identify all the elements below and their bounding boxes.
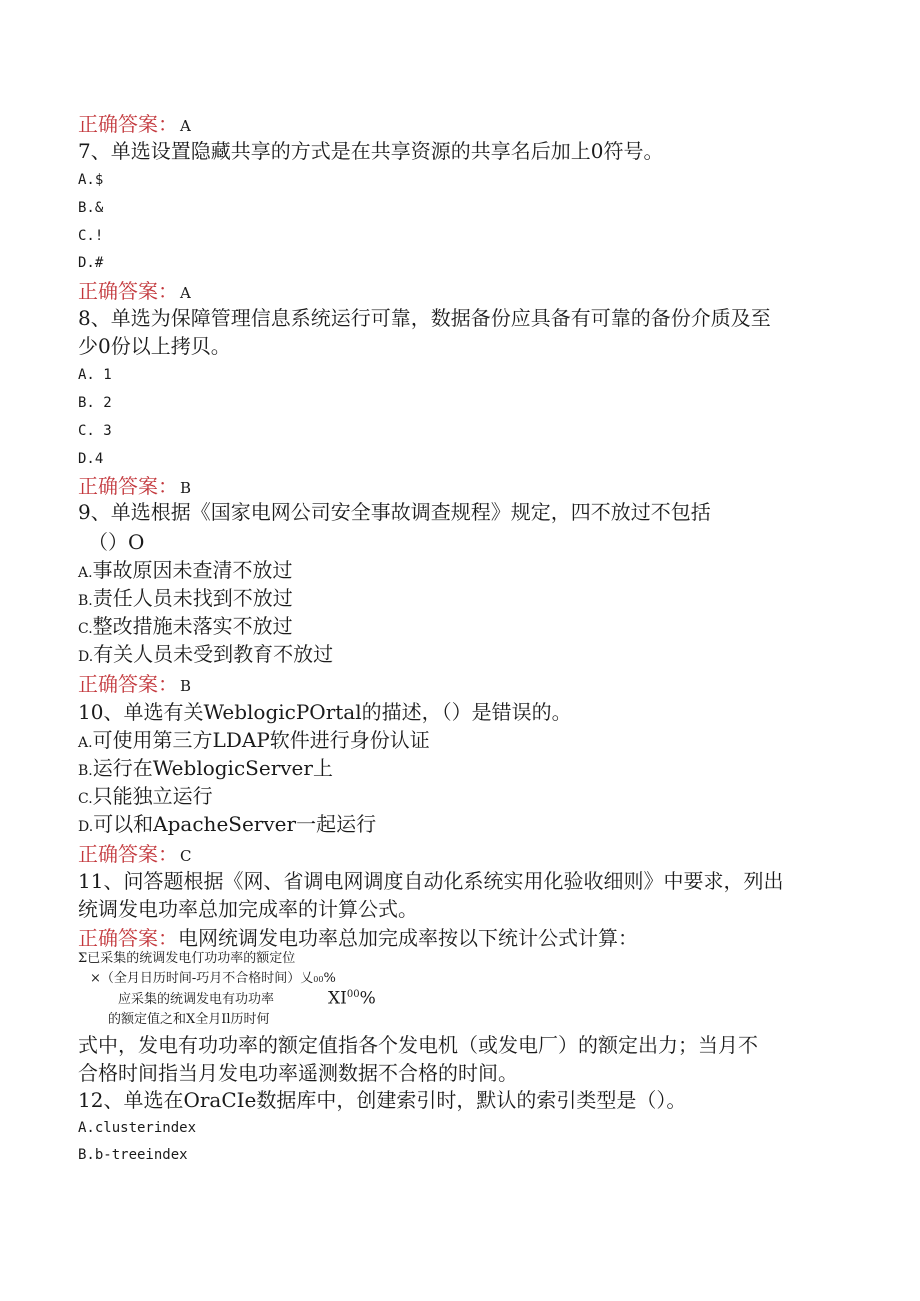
answer-line xyxy=(78,476,191,496)
answer-line xyxy=(78,674,191,694)
q10-option-b xyxy=(78,758,333,778)
option-text: 事故原因未查清不放过 xyxy=(92,558,293,582)
formula-percent: % xyxy=(323,971,336,986)
q8-option-a: A. 1 xyxy=(78,367,112,383)
q7-option-d: D.# xyxy=(78,255,104,271)
answer-label: 正确答案： xyxy=(78,842,178,866)
option-key: D. xyxy=(78,819,94,835)
q9-option-b xyxy=(78,588,293,608)
question-9-line-2: （）O xyxy=(88,530,145,554)
option-text: 责任人员未找到不放过 xyxy=(92,586,293,610)
q9-option-c xyxy=(78,616,293,636)
q7-option-a: A.$ xyxy=(78,172,104,188)
formula-line-3: 应采集的统调发电有功功率 xyxy=(118,992,275,1007)
answer-label: 正确答案： xyxy=(78,279,178,303)
question-9-line-1: 9、单选根据《国家电网公司安全事故调查规程》规定，四不放过不包括 xyxy=(78,500,711,524)
option-text: 只能独立运行 xyxy=(92,784,213,808)
q9-option-d xyxy=(78,644,333,664)
q12-option-b: B.b-treeindex xyxy=(78,1147,188,1163)
question-11-line-2: 统调发电功率总加完成率的计算公式。 xyxy=(78,897,418,921)
question-12: 12、单选在OraCIe数据库中，创建索引时，默认的索引类型是（）。 xyxy=(78,1088,687,1112)
formula-line-2 xyxy=(90,972,336,985)
option-text: 整改措施未落实不放过 xyxy=(92,614,293,638)
q12-option-a: A.clusterindex xyxy=(78,1120,197,1136)
option-key: C. xyxy=(78,791,93,807)
answer-value: 电网统调发电功率总加完成率按以下统计公式计算： xyxy=(178,926,638,950)
answer-label: 正确答案： xyxy=(78,474,178,498)
q7-option-c: C.! xyxy=(78,228,104,244)
option-text: 可使用第三方LDAP软件进行身份认证 xyxy=(92,728,430,752)
q11-explanation-line-1: 式中，发电有功功率的额定值指各个发电机（或发电厂）的额定出力；当月不 xyxy=(78,1033,758,1057)
option-key: A. xyxy=(78,735,93,751)
q8-option-c: C. 3 xyxy=(78,423,112,439)
answer-line xyxy=(78,844,191,864)
q8-option-d: D.4 xyxy=(78,451,104,467)
formula-text: ×（全月日历时间-巧月不合格时间）乂 xyxy=(90,971,314,986)
formula-line-1: Σ已采集的统调发电仃功功率的额定位 xyxy=(78,951,296,966)
question-8-line-1: 8、单选为保障管理信息系统运行可靠，数据备份应具备有可靠的备份介质及至 xyxy=(78,306,771,330)
option-key: A. xyxy=(78,565,93,581)
formula-line-4: 的额定值之和X全月Il历时何 xyxy=(108,1012,270,1027)
answer-value: C xyxy=(180,847,192,865)
q9-option-a xyxy=(78,560,293,580)
formula-x: XI xyxy=(328,988,347,1009)
option-key: C. xyxy=(78,621,93,637)
question-11-line-1: 11、问答题根据《网、省调电网调度自动化系统实用化验收细则》中要求，列出 xyxy=(78,869,784,893)
q10-option-d xyxy=(78,814,376,834)
formula-subscript: 00 xyxy=(313,975,324,984)
q7-option-b: B.& xyxy=(78,200,104,216)
formula-percent: % xyxy=(359,988,376,1009)
option-key: B. xyxy=(78,593,93,609)
answer-label: 正确答案： xyxy=(78,112,178,136)
question-10: 10、单选有关WeblogicPOrtal的描述，（）是错误的。 xyxy=(78,700,572,724)
answer-value: A xyxy=(180,284,191,302)
answer-label: 正确答案： xyxy=(78,672,178,696)
q10-option-a xyxy=(78,730,430,750)
question-8-line-2: 少0份以上拷贝。 xyxy=(78,334,231,358)
formula-multiplier xyxy=(328,990,376,1008)
answer-value: B xyxy=(180,479,192,497)
q8-option-b: B. 2 xyxy=(78,395,112,411)
answer-line xyxy=(78,114,191,134)
answer-label: 正确答案： xyxy=(78,926,178,950)
question-7: 7、单选设置隐藏共享的方式是在共享资源的共享名后加上0符号。 xyxy=(78,139,664,163)
option-text: 可以和ApacheServer一起运行 xyxy=(93,812,377,836)
formula-superscript: 00 xyxy=(346,989,360,1000)
q11-explanation-line-2: 合格时间指当月发电功率遥测数据不合格的时间。 xyxy=(78,1061,518,1085)
option-text: 运行在WeblogicServer上 xyxy=(92,756,333,780)
answer-line xyxy=(78,281,191,301)
answer-line xyxy=(78,928,638,948)
option-text: 有关人员未受到教育不放过 xyxy=(93,642,334,666)
q10-option-c xyxy=(78,786,213,806)
answer-value: A xyxy=(180,117,191,135)
option-key: B. xyxy=(78,763,93,779)
answer-value: B xyxy=(180,677,192,695)
option-key: D. xyxy=(78,649,94,665)
